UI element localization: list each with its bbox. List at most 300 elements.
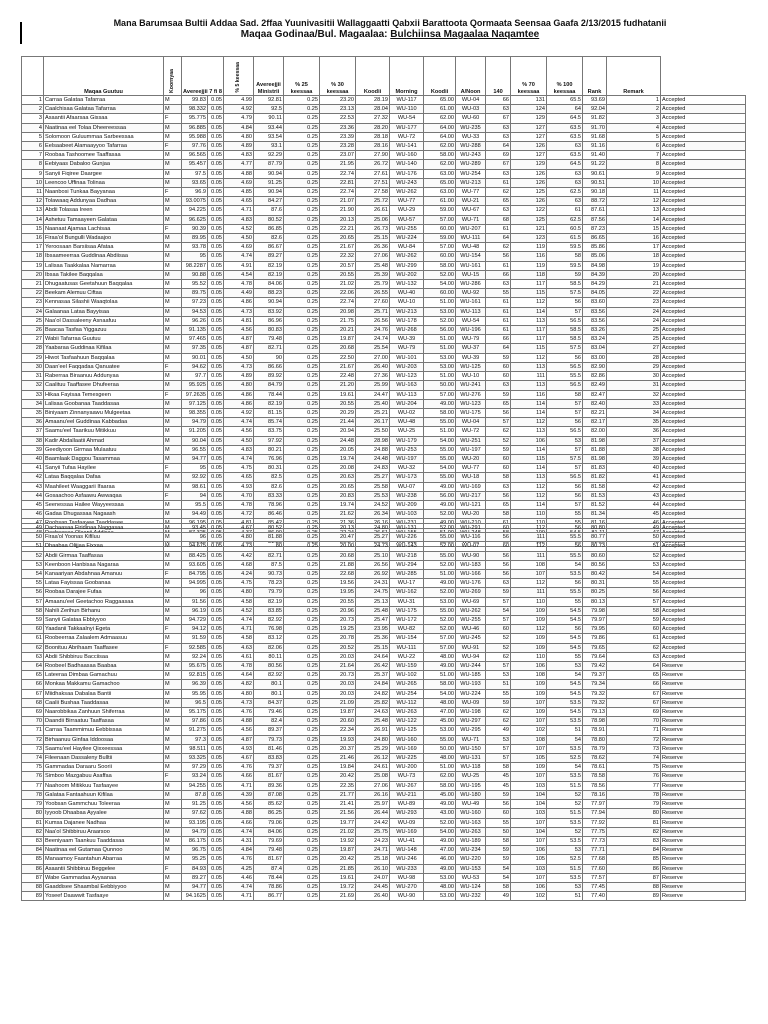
table-cell: 0.25 — [284, 500, 320, 509]
table-cell: 53 — [547, 846, 583, 855]
table-cell: 97.92 — [254, 436, 284, 445]
table-cell: 59.5 — [547, 243, 583, 252]
table-cell: 28 — [22, 344, 44, 353]
table-cell: 64.5 — [547, 114, 583, 123]
table-cell: Birhaanuu Ginfaa Iddoosaa — [44, 735, 164, 744]
table-cell: Reserve — [661, 800, 746, 809]
table-cell: 0.25 — [284, 114, 320, 123]
table-cell: 24.80 — [356, 524, 390, 533]
table-cell: 84.37 — [254, 698, 284, 707]
table-cell: 55.00 — [424, 418, 456, 427]
table-cell: 0.25 — [284, 846, 320, 855]
table-cell: 0.25 — [284, 408, 320, 417]
table-cell: WU-196 — [456, 326, 486, 335]
table-cell: 94.225 — [182, 206, 208, 215]
table-row — [22, 298, 746, 307]
table-cell: 77.94 — [583, 809, 607, 818]
table-cell: 60 — [486, 625, 511, 634]
table-cell: 19.87 — [320, 335, 356, 344]
table-cell: 19.74 — [320, 454, 356, 463]
column-header-2: Koornyaa — [164, 57, 182, 96]
table-cell: 24.63 — [356, 708, 390, 717]
table-cell: 111 — [511, 533, 547, 542]
table-cell: 113 — [511, 381, 547, 390]
table-cell: 56 — [547, 418, 583, 427]
table-cell: 0.05 — [208, 809, 224, 818]
table-cell: 36 — [22, 418, 44, 427]
table-cell: 90.11 — [254, 114, 284, 123]
column-header-4: % 5 keessaa — [224, 57, 254, 96]
table-cell: Dhaabaa Olijjaa Fixxaa — [44, 542, 164, 551]
table-cell: 53.5 — [547, 873, 583, 882]
table-cell: 45 — [22, 500, 44, 509]
table-cell: M — [164, 500, 182, 509]
table-cell: 19.95 — [320, 588, 356, 597]
table-cell: 56 — [486, 800, 511, 809]
table-cell: 0.25 — [284, 289, 320, 298]
table-cell: 0.25 — [284, 717, 320, 726]
table-cell: Accepted — [661, 105, 746, 114]
table-cell: 4.49 — [224, 289, 254, 298]
table-cell: 95.52 — [182, 280, 208, 289]
table-cell: 107 — [511, 717, 547, 726]
table-cell: 19.72 — [320, 882, 356, 891]
table-cell: 67 — [607, 689, 661, 698]
table-cell: Asaantii Afaarsaa Gissaa — [44, 114, 164, 123]
table-cell: 57 — [547, 445, 583, 454]
table-cell: 21.20 — [320, 381, 356, 390]
table-cell: 83.92 — [254, 307, 284, 316]
table-cell: Reserve — [661, 818, 746, 827]
table-cell: M — [164, 763, 182, 772]
table-cell: Gosaachoo Asfaawu Awwaqaa — [44, 491, 164, 500]
table-cell: WU-175 — [390, 606, 424, 615]
table-cell: 4.99 — [224, 96, 254, 105]
table-cell: 0.25 — [284, 634, 320, 643]
table-cell: 0.25 — [284, 436, 320, 445]
table-cell: 0.25 — [284, 188, 320, 197]
table-cell: 91.70 — [583, 123, 607, 132]
table-cell: 82.71 — [254, 551, 284, 560]
table-cell: 91.275 — [182, 726, 208, 735]
table-cell: WU-269 — [456, 588, 486, 597]
table-cell: 57 — [486, 744, 511, 753]
table-cell: 0.05 — [208, 344, 224, 353]
table-cell: WU-160 — [390, 151, 424, 160]
table-cell: 131 — [511, 96, 547, 105]
table-cell: Asaantii Shibbiruu Beggelee — [44, 864, 164, 873]
table-cell: Geediyoon Girmaa Mulaatuu — [44, 445, 164, 454]
table-cell: M — [164, 873, 182, 882]
table-cell: Accepted — [661, 280, 746, 289]
table-cell: Gammadaa Daraaru Soorii — [44, 763, 164, 772]
table-cell: Reserve — [661, 689, 746, 698]
table-cell: 0.05 — [208, 708, 224, 717]
table-cell: 0.25 — [284, 597, 320, 606]
table-cell: 0.05 — [208, 855, 224, 864]
table-cell: Naatinaa eel Tolaa Dheereessaa — [44, 123, 164, 132]
table-cell: 24.31 — [356, 579, 390, 588]
table-cell: 49.00 — [424, 800, 456, 809]
table-cell: 82.06 — [254, 643, 284, 652]
table-cell: 80.56 — [254, 662, 284, 671]
table-cell: 0.25 — [284, 698, 320, 707]
table-cell: 52.00 — [424, 818, 456, 827]
table-cell: 4.71 — [224, 206, 254, 215]
table-cell: 94.49 — [182, 510, 208, 519]
table-cell: 26.72 — [356, 160, 390, 169]
table-cell: 56 — [486, 408, 511, 417]
table-cell: 60 — [486, 362, 511, 371]
table-cell: 20.55 — [320, 270, 356, 279]
table-cell: 4.83 — [224, 151, 254, 160]
table-cell: 87.6 — [254, 206, 284, 215]
table-cell: Ibsaa Takilee Baqqalaa — [44, 270, 164, 279]
table-cell: 84.98 — [583, 261, 607, 270]
table-cell: 4 — [607, 123, 661, 132]
table-cell: 61 — [607, 634, 661, 643]
table-cell: 53.00 — [424, 362, 456, 371]
table-cell: 89.36 — [254, 781, 284, 790]
table-cell: 21.95 — [320, 160, 356, 169]
table-cell: 77 — [607, 781, 661, 790]
table-cell: 56 — [547, 482, 583, 491]
table-row — [22, 570, 746, 579]
table-cell: 56 — [547, 298, 583, 307]
table-cell: Solomoon Guluummaa Sarbeessaa — [44, 132, 164, 141]
table-cell: 0.05 — [208, 524, 224, 533]
table-cell: 61 — [486, 298, 511, 307]
table-cell: 77.45 — [583, 882, 607, 891]
table-cell: 88.425 — [182, 551, 208, 560]
table-cell: 93.65 — [182, 178, 208, 187]
table-cell: 0.25 — [284, 132, 320, 141]
table-cell: WU-121 — [456, 500, 486, 509]
table-cell: 94.255 — [182, 781, 208, 790]
table-cell: 58.00 — [424, 151, 456, 160]
table-cell: 81 — [22, 818, 44, 827]
table-cell: 0.25 — [284, 335, 320, 344]
table-cell: 48.00 — [424, 882, 456, 891]
title-school: Bulchiinsa Magaalaa Naqamtee — [390, 29, 540, 40]
table-cell: 79.37 — [583, 671, 607, 680]
table-cell: WU-200 — [390, 763, 424, 772]
table-cell: 4.73 — [224, 362, 254, 371]
table-cell: 57 — [486, 597, 511, 606]
table-cell: 79.69 — [254, 836, 284, 845]
table-cell: 57 — [547, 399, 583, 408]
table-cell: 53 — [22, 560, 44, 569]
table-cell: 78.86 — [254, 882, 284, 891]
table-cell: 58 — [547, 252, 583, 261]
table-cell: F — [164, 188, 182, 197]
table-cell: WU-20 — [456, 510, 486, 519]
table-cell: 51.00 — [424, 570, 456, 579]
table-cell: Reserve — [661, 836, 746, 845]
table-cell: 56 — [547, 524, 583, 533]
table-cell: 85.62 — [254, 800, 284, 809]
table-cell: Beeniyaam Taankuu Taaddasaa — [44, 836, 164, 845]
table-cell: 55.5 — [547, 588, 583, 597]
table-cell: 21.36 — [320, 519, 356, 528]
table-cell: Accepted — [661, 570, 746, 579]
table-cell: 55.5 — [547, 551, 583, 560]
table-cell: Accepted — [661, 316, 746, 325]
table-row — [22, 855, 746, 864]
table-cell: 86.85 — [254, 224, 284, 233]
table-cell: 51 — [486, 680, 511, 689]
table-cell: Abdii Girmaa Taaffasaa — [44, 551, 164, 560]
table-cell: 60 — [486, 464, 511, 473]
table-row — [22, 372, 746, 381]
table-cell: Accepted — [661, 344, 746, 353]
table-cell: 0.05 — [208, 482, 224, 491]
table-cell: Kanaariyan Abdahnaa Amanuu — [44, 570, 164, 579]
table-cell: WU-286 — [456, 280, 486, 289]
table-cell: WU-265 — [390, 680, 424, 689]
table-cell: 79.32 — [583, 689, 607, 698]
table-cell: WU-09 — [390, 818, 424, 827]
table-row — [22, 551, 746, 560]
table-cell: WU-20 — [456, 454, 486, 463]
table-row — [22, 390, 746, 399]
table-cell: 103 — [511, 809, 547, 818]
table-cell: 64.5 — [547, 160, 583, 169]
table-cell: 0.05 — [208, 160, 224, 169]
table-cell: 104 — [511, 800, 547, 809]
table-cell: 109 — [511, 680, 547, 689]
table-cell: Kadir Abdallaatii Ahmad — [44, 436, 164, 445]
table-cell: 109 — [511, 643, 547, 652]
table-cell: 90.61 — [583, 169, 607, 178]
table-cell: Accepted — [661, 652, 746, 661]
table-cell: 91.56 — [182, 597, 208, 606]
table-cell: 4.72 — [224, 510, 254, 519]
table-cell: Accepted — [661, 418, 746, 427]
table-cell: M — [164, 533, 182, 542]
table-cell: 26 — [22, 326, 44, 335]
table-cell: 0.25 — [284, 560, 320, 569]
table-cell: 62.00 — [424, 772, 456, 781]
table-cell: 110 — [511, 519, 547, 528]
table-cell: Naatinaa eel Gutamaa Qunnoo — [44, 846, 164, 855]
table-cell: 4.73 — [224, 698, 254, 707]
table-cell: 91.40 — [583, 151, 607, 160]
table-cell: WU-179 — [390, 436, 424, 445]
table-cell: M — [164, 234, 182, 243]
table-cell: 4.46 — [224, 873, 254, 882]
table-cell: 77.71 — [583, 846, 607, 855]
table-cell: WU-243 — [390, 178, 424, 187]
table-cell: 80.80 — [583, 524, 607, 533]
table-cell: 81.15 — [254, 408, 284, 417]
table-cell: 66 — [486, 270, 511, 279]
table-cell: 69 — [607, 708, 661, 717]
table-cell: WU-18 — [456, 473, 486, 482]
table-cell: WU-90 — [390, 892, 424, 901]
table-cell: WU-118 — [456, 763, 486, 772]
table-cell: 27.06 — [356, 781, 390, 790]
table-cell: 0.25 — [284, 616, 320, 625]
table-cell: Reserve — [661, 680, 746, 689]
table-cell: WU-132 — [390, 280, 424, 289]
table-cell: WU-217 — [456, 491, 486, 500]
table-cell: 0.05 — [208, 197, 224, 206]
table-cell: 53.5 — [547, 570, 583, 579]
table-cell: 56 — [547, 625, 583, 634]
table-cell: WU-110 — [390, 105, 424, 114]
table-cell: 25.40 — [356, 399, 390, 408]
table-cell: 103 — [511, 864, 547, 873]
table-cell: 54.00 — [424, 464, 456, 473]
table-cell: Baacaa Tasfaa Yiggazuu — [44, 326, 164, 335]
table-cell: Reserve — [661, 763, 746, 772]
table-cell: 55.00 — [424, 606, 456, 615]
table-cell: WU-09 — [456, 698, 486, 707]
table-row — [22, 105, 746, 114]
table-cell: WU-25 — [390, 427, 424, 436]
table-cell: 0.05 — [208, 427, 224, 436]
column-header-16: Remark — [607, 57, 661, 96]
table-cell: 30 — [607, 372, 661, 381]
table-cell: 55 — [547, 510, 583, 519]
table-cell: 82.71 — [254, 344, 284, 353]
table-cell: 22.21 — [320, 224, 356, 233]
table-cell: 127 — [511, 151, 547, 160]
table-cell: 25.72 — [356, 197, 390, 206]
table-cell: 126 — [511, 142, 547, 151]
table-cell: 0.05 — [208, 142, 224, 151]
table-cell: 33 — [22, 390, 44, 399]
table-cell: 0.25 — [284, 689, 320, 698]
table-cell: 38 — [607, 445, 661, 454]
table-cell: F — [164, 142, 182, 151]
table-cell: 90 — [254, 353, 284, 362]
table-cell: 19.56 — [320, 579, 356, 588]
table-cell: M — [164, 882, 182, 891]
table-cell: 73 — [22, 744, 44, 753]
table-cell: 34 — [22, 399, 44, 408]
table-cell: 117 — [511, 326, 547, 335]
table-cell: 94.729 — [182, 616, 208, 625]
table-cell: 117 — [511, 280, 547, 289]
table-cell: 104 — [511, 790, 547, 799]
table-cell: WU-185 — [456, 671, 486, 680]
table-cell: M — [164, 160, 182, 169]
table-cell: Accepted — [661, 96, 746, 105]
table-cell: Accepted — [661, 224, 746, 233]
table-cell: M — [164, 473, 182, 482]
table-cell: WU-141 — [390, 142, 424, 151]
table-cell: WU-123 — [456, 399, 486, 408]
table-cell: 4.83 — [224, 215, 254, 224]
table-cell: 112 — [511, 625, 547, 634]
table-row — [22, 864, 746, 873]
table-cell: Dachaasaa Firidinaa Naggasaa — [44, 524, 164, 533]
table-cell: 104 — [511, 827, 547, 836]
table-cell: WU-113 — [390, 390, 424, 399]
table-cell: WU-79 — [456, 335, 486, 344]
table-cell: 22.68 — [320, 570, 356, 579]
table-cell: 0.05 — [208, 298, 224, 307]
table-cell: 84.06 — [254, 280, 284, 289]
table-cell: 82.92 — [254, 616, 284, 625]
table-cell: 51 — [607, 542, 661, 551]
table-cell: 0.25 — [284, 763, 320, 772]
table-cell: 0.25 — [284, 510, 320, 519]
table-cell: 4.71 — [224, 892, 254, 901]
table-cell: 4.56 — [224, 427, 254, 436]
table-cell: 88.23 — [254, 289, 284, 298]
table-cell: 45.00 — [424, 790, 456, 799]
table-cell: WU-153 — [456, 864, 486, 873]
table-cell: WU-262 — [456, 606, 486, 615]
table-cell: M — [164, 408, 182, 417]
table-cell: 19.61 — [320, 873, 356, 882]
table-cell: WU-122 — [390, 717, 424, 726]
table-cell: 63 — [486, 105, 511, 114]
table-cell: 5 — [22, 132, 44, 141]
table-cell: 93.195 — [182, 818, 208, 827]
table-cell: 54 — [547, 560, 583, 569]
table-cell: 46 — [607, 519, 661, 528]
table-cell: 26.44 — [356, 809, 390, 818]
table-row — [22, 873, 746, 882]
table-cell: 49.00 — [424, 579, 456, 588]
table-cell: 54.00 — [424, 827, 456, 836]
table-cell: 61.00 — [424, 105, 456, 114]
table-cell: 96.5 — [182, 698, 208, 707]
table-cell: 64 — [547, 105, 583, 114]
table-cell: WU-67 — [456, 206, 486, 215]
table-cell: 26.73 — [356, 224, 390, 233]
table-cell: Caalchisaa Galataa Tafarraa — [44, 105, 164, 114]
table-cell: 14 — [607, 215, 661, 224]
table-cell: 23 — [22, 298, 44, 307]
table-row — [22, 606, 746, 615]
table-cell: F — [164, 643, 182, 652]
table-cell: 25.71 — [356, 307, 390, 316]
table-cell: 28.98 — [356, 436, 390, 445]
table-cell: 92.585 — [182, 643, 208, 652]
table-cell: 4.58 — [224, 634, 254, 643]
table-cell: 4.66 — [224, 818, 254, 827]
table-cell: 0.25 — [284, 151, 320, 160]
table-cell: 87.8 — [182, 790, 208, 799]
table-cell: Roobaa Tashoomee Taaffasaa — [44, 151, 164, 160]
table-cell: 20.94 — [320, 427, 356, 436]
table-cell: 0.05 — [208, 643, 224, 652]
table-cell: 25.99 — [356, 381, 390, 390]
table-cell: 0.25 — [284, 261, 320, 270]
table-cell: 0.25 — [284, 169, 320, 178]
table-cell: 49.00 — [424, 519, 456, 528]
table-cell: 27.06 — [356, 252, 390, 261]
table-cell: 93.24 — [182, 772, 208, 781]
table-cell: 109 — [511, 616, 547, 625]
table-cell: 51.00 — [424, 344, 456, 353]
table-cell: 86.175 — [182, 836, 208, 845]
table-cell: 25.97 — [356, 800, 390, 809]
table-cell: Accepted — [661, 252, 746, 261]
table-cell: WU-213 — [390, 307, 424, 316]
table-cell: 27.90 — [356, 151, 390, 160]
table-cell: 57.00 — [424, 243, 456, 252]
table-cell: 7 — [22, 151, 44, 160]
table-row — [22, 427, 746, 436]
table-cell: 62.5 — [547, 188, 583, 197]
table-cell: 62.00 — [424, 160, 456, 169]
